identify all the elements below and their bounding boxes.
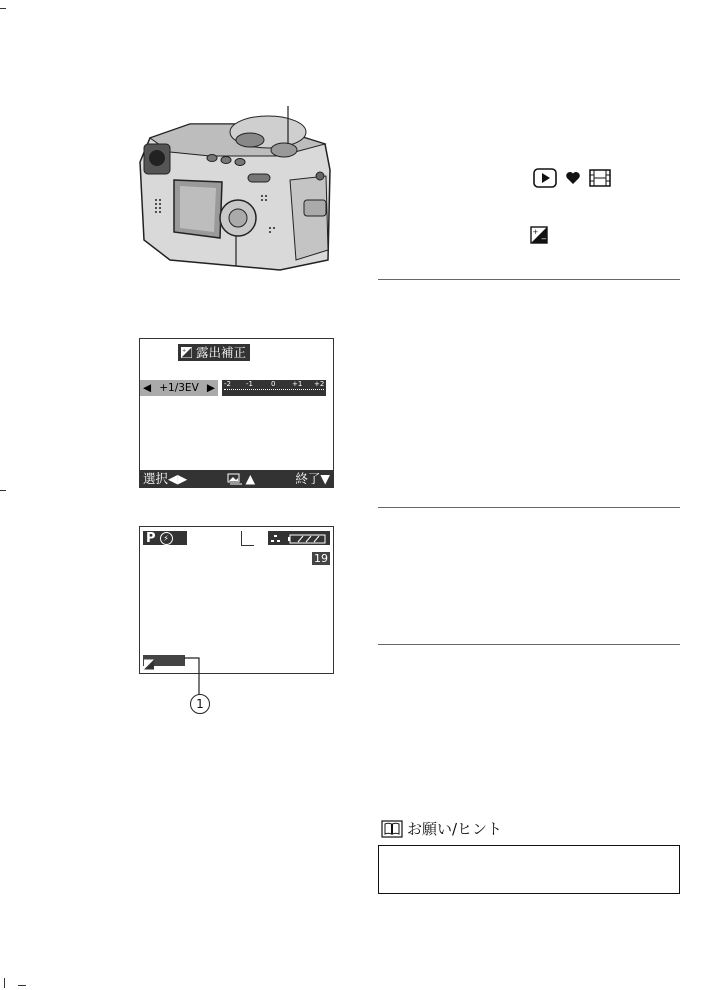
- book-icon: [381, 820, 403, 838]
- svg-text:+: +: [532, 228, 539, 236]
- exposure-compensation-icon: [530, 226, 548, 244]
- quality-icon: [271, 535, 280, 542]
- ev-value-box: [140, 380, 218, 396]
- note-box: [378, 845, 680, 894]
- crop-mark: [18, 985, 26, 986]
- scale-ticks: [224, 389, 324, 394]
- flash-icon: ⚡: [160, 532, 173, 545]
- play-icon: [533, 168, 557, 188]
- ev-value: +1/3EV: [159, 382, 199, 394]
- ev-adjust-row: [140, 380, 330, 396]
- mode-badge: [143, 531, 187, 545]
- exposure-compensation-icon: [143, 659, 155, 670]
- crop-mark: [0, 490, 6, 491]
- film-icon: [589, 169, 611, 187]
- callout-number: 1: [190, 694, 210, 714]
- mode-label: P: [146, 530, 156, 546]
- scale-label: 0: [271, 380, 276, 388]
- footer-select: 選択◀▶: [143, 471, 188, 486]
- footer-mid: ▲: [227, 470, 255, 487]
- scale-label: +1: [292, 380, 303, 388]
- heart-icon: [565, 170, 581, 186]
- ev-scale: [222, 380, 326, 396]
- scale-label: -2: [224, 380, 231, 388]
- screen-title-text: 露出補正: [196, 345, 247, 360]
- camera-illustration: [130, 100, 342, 272]
- crop-mark: [4, 978, 5, 988]
- note-heading: [381, 818, 502, 839]
- review-icon: [227, 473, 243, 485]
- footer-exit: 終了▼: [295, 471, 330, 486]
- scale-label: -1: [246, 380, 253, 388]
- section-divider: [378, 644, 680, 645]
- section-divider: [378, 507, 680, 508]
- svg-text:+: +: [182, 348, 187, 354]
- scale-label: +2: [314, 380, 325, 388]
- exposure-compensation-icon: [181, 347, 192, 358]
- status-bar: [268, 531, 330, 545]
- note-heading-text: お願い/ヒント: [407, 820, 503, 838]
- screen-footer: [140, 470, 333, 487]
- battery-icon: [288, 535, 325, 543]
- screen-title: [178, 344, 250, 361]
- right-arrow-icon: ▶: [206, 382, 215, 394]
- svg-text:−: −: [541, 235, 547, 243]
- mode-icons-row: [533, 168, 611, 188]
- left-arrow-icon: ◀: [143, 382, 152, 394]
- lcd-exposure-screen: [139, 338, 334, 488]
- lcd-record-screen: [139, 526, 334, 674]
- bracket-line: [241, 531, 254, 546]
- section-divider: [378, 279, 680, 280]
- ev-indicator: [143, 655, 185, 666]
- callout-leader: [184, 656, 204, 696]
- crop-mark: [0, 8, 6, 9]
- shot-count: 19: [314, 552, 328, 565]
